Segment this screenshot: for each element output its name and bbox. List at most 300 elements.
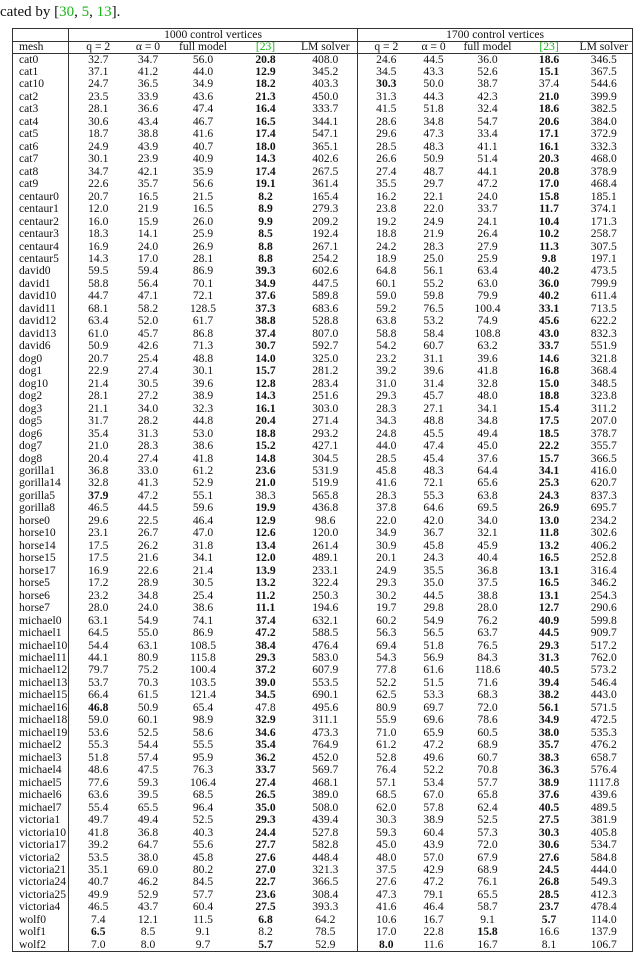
value-cell: 54.2 xyxy=(376,340,397,353)
value-cell: 553.5 xyxy=(294,677,358,689)
mesh-name-cell: horse17 xyxy=(13,565,69,577)
value-cell: 29.3 xyxy=(255,652,276,664)
value-cell: 18.8 xyxy=(376,228,397,241)
value-cell: 36.6 xyxy=(137,103,159,116)
value-cell: 308.4 xyxy=(294,889,358,901)
value-cell: 8.5 xyxy=(258,228,273,241)
mesh-name-cell: michael11 xyxy=(13,652,69,664)
value-cell: 34.5 xyxy=(255,689,276,702)
value-cell: 17.5 xyxy=(88,552,109,565)
value-cell: 31.3 xyxy=(376,90,397,103)
value-cell: 38.8 xyxy=(137,128,159,141)
value-cell: 108.8 xyxy=(474,327,501,340)
value-cell: 20.4 xyxy=(88,452,109,465)
value-cell: 374.1 xyxy=(590,203,617,216)
value-cell: 8.8 xyxy=(258,253,273,265)
value-cell: 439.4 xyxy=(294,814,358,826)
value-cell: 34.9 xyxy=(376,527,397,540)
value-cell: 63.7 xyxy=(477,627,498,640)
value-cell: 62.4 xyxy=(477,801,498,814)
value-cell: 56.9 xyxy=(423,652,444,664)
value-cell: 321.8 xyxy=(590,352,617,365)
value-cell: 531.9 xyxy=(294,465,358,477)
value-cell: 14.8 xyxy=(255,452,276,465)
value-cell: 64.8 xyxy=(376,265,397,278)
value-cell: 76.5 xyxy=(477,639,498,652)
value-cell: 18.8 xyxy=(538,390,560,403)
value-cell: 44.7 xyxy=(88,290,109,303)
value-cell: 35.7 xyxy=(137,178,159,191)
table-row xyxy=(13,340,633,352)
value-cell: 86.8 xyxy=(192,327,214,340)
value-cell: 37.4 xyxy=(255,614,276,627)
value-cell: 28.1 xyxy=(88,103,109,116)
value-cell: 60.7 xyxy=(477,751,498,764)
table-row xyxy=(13,502,633,514)
value-cell: 68.9 xyxy=(477,739,498,752)
value-cell: 37.5 xyxy=(376,863,397,876)
value-cell: 8.2 xyxy=(258,190,273,203)
mesh-name-cell: michael10 xyxy=(13,640,69,652)
value-cell: 29.6 xyxy=(88,514,109,527)
value-cell: 76.4 xyxy=(376,764,397,777)
value-cell: 46.2 xyxy=(137,876,159,889)
table-row xyxy=(13,278,633,290)
value-cell: 34.7 xyxy=(137,53,159,66)
value-cell: 16.9 xyxy=(88,564,109,577)
mesh-name-cell: michael3 xyxy=(13,752,69,764)
value-cell: 22.7 xyxy=(255,876,276,889)
mesh-name-cell: michael2 xyxy=(13,739,69,751)
value-cell: 290.6 xyxy=(590,602,617,615)
citation-link[interactable]: 30 xyxy=(59,4,75,20)
value-cell: 40.4 xyxy=(477,552,498,565)
value-cell: 55.4 xyxy=(88,801,109,814)
value-cell: 37.1 xyxy=(88,65,109,78)
value-cell: 799.9 xyxy=(590,277,617,290)
value-cell: 54.7 xyxy=(477,115,498,128)
value-cell: 30.1 xyxy=(88,153,109,166)
value-cell: 30.2 xyxy=(376,589,397,602)
value-cell: 57.1 xyxy=(376,776,397,789)
value-cell: 9.7 xyxy=(195,938,211,951)
value-cell: 46.4 xyxy=(192,514,214,527)
value-cell: 32.8 xyxy=(88,477,109,490)
value-cell: 55.2 xyxy=(423,277,444,290)
value-cell: 9.9 xyxy=(258,215,273,228)
value-cell: 68.5 xyxy=(192,789,214,802)
value-cell: 63.6 xyxy=(88,789,109,802)
table-row xyxy=(13,390,633,402)
value-cell: 47.3 xyxy=(423,128,444,141)
value-cell: 35.1 xyxy=(88,863,109,876)
value-cell: 40.3 xyxy=(192,826,214,839)
column-header-alpha0: α = 0 xyxy=(128,42,169,54)
value-cell: 50.9 xyxy=(137,701,159,714)
mesh-name-cell: michael19 xyxy=(13,727,69,739)
value-cell: 34.1 xyxy=(538,464,560,477)
table-row xyxy=(13,78,633,90)
value-cell: 478.4 xyxy=(590,901,617,914)
value-cell: 13.2 xyxy=(255,577,276,590)
table-row xyxy=(13,926,633,938)
value-cell: 106.7 xyxy=(590,938,617,951)
value-cell: 15.8 xyxy=(477,926,498,939)
value-cell: 16.5 xyxy=(255,115,276,128)
value-cell: 20.3 xyxy=(538,153,560,166)
value-cell: 48.3 xyxy=(423,464,444,477)
value-cell: 14.3 xyxy=(255,390,276,403)
value-cell: 27.1 xyxy=(423,402,444,415)
value-cell: 28.5 xyxy=(538,888,560,901)
table-row xyxy=(13,365,633,377)
mesh-name-cell: david1 xyxy=(13,278,69,290)
value-cell: 24.2 xyxy=(376,240,397,253)
value-cell: 34.9 xyxy=(192,78,214,91)
value-cell: 589.8 xyxy=(294,290,358,302)
value-cell: 16.1 xyxy=(255,402,276,415)
value-cell: 76.3 xyxy=(192,764,214,777)
value-cell: 622.2 xyxy=(590,315,617,328)
table-row xyxy=(13,191,633,203)
value-cell: 713.5 xyxy=(590,302,617,315)
value-cell: 55.1 xyxy=(192,489,214,502)
value-cell: 38.9 xyxy=(192,390,214,403)
value-cell: 69.4 xyxy=(376,639,397,652)
value-cell: 75.2 xyxy=(137,664,159,677)
value-cell: 254.3 xyxy=(590,589,617,602)
value-cell: 47.1 xyxy=(137,290,159,303)
value-cell: 56.4 xyxy=(137,277,159,290)
value-cell: 17.0 xyxy=(538,178,560,191)
value-cell: 9.1 xyxy=(195,926,211,939)
value-cell: 26.7 xyxy=(137,527,159,540)
value-cell: 33.7 xyxy=(255,764,276,777)
value-cell: 24.0 xyxy=(137,602,159,615)
value-cell: 49.4 xyxy=(477,427,498,440)
value-cell: 194.6 xyxy=(294,602,358,614)
value-cell: 52.2 xyxy=(423,764,444,777)
column-header-q2: q = 2 xyxy=(69,42,128,54)
value-cell: 37.3 xyxy=(255,302,276,315)
value-cell: 28.3 xyxy=(376,489,397,502)
value-cell: 10.4 xyxy=(538,215,560,228)
value-cell: 68.1 xyxy=(88,302,109,315)
value-cell: 250.3 xyxy=(294,590,358,602)
value-cell: 35.5 xyxy=(376,178,397,191)
value-cell: 18.2 xyxy=(255,78,276,91)
value-cell: 32.8 xyxy=(477,377,498,390)
value-cell: 41.8 xyxy=(88,826,109,839)
value-cell: 28.1 xyxy=(192,253,214,265)
column-header-ref23[interactable]: [23] xyxy=(523,42,576,54)
value-cell: 27.5 xyxy=(255,901,276,914)
table-row xyxy=(13,889,633,901)
value-cell: 55.3 xyxy=(423,489,444,502)
value-cell: 57.4 xyxy=(137,751,159,764)
value-cell: 544.6 xyxy=(590,78,617,91)
value-cell: 28.2 xyxy=(137,415,159,428)
value-cell: 355.7 xyxy=(590,440,617,453)
value-cell: 22.6 xyxy=(137,564,159,577)
value-cell: 22.0 xyxy=(423,203,444,216)
value-cell: 59.5 xyxy=(88,265,109,278)
value-cell: 436.8 xyxy=(294,502,358,514)
value-cell: 16.2 xyxy=(376,190,397,203)
table-row xyxy=(13,128,633,140)
value-cell: 611.4 xyxy=(590,290,617,303)
table-row xyxy=(13,91,633,103)
value-cell: 16.7 xyxy=(423,913,444,926)
value-cell: 11.7 xyxy=(539,203,559,216)
value-cell: 60.2 xyxy=(376,614,397,627)
value-cell: 41.6 xyxy=(376,901,397,914)
value-cell: 909.7 xyxy=(590,627,617,640)
value-cell: 65.5 xyxy=(137,801,159,814)
value-cell: 588.5 xyxy=(294,627,358,639)
value-cell: 52.0 xyxy=(137,315,159,328)
value-cell: 41.2 xyxy=(137,65,159,78)
value-cell: 22.1 xyxy=(423,190,444,203)
value-cell: 52.5 xyxy=(137,726,159,739)
value-cell: 21.3 xyxy=(255,90,276,103)
table-row xyxy=(13,627,633,639)
table-row xyxy=(13,203,633,215)
value-cell: 44.1 xyxy=(477,165,498,178)
value-cell: 65.5 xyxy=(477,888,498,901)
value-cell: 33.1 xyxy=(538,302,560,315)
table-row xyxy=(13,490,633,502)
value-cell: 24.6 xyxy=(376,53,397,66)
value-cell: 59.8 xyxy=(423,290,444,303)
value-cell: 86.9 xyxy=(192,265,214,278)
mesh-name-cell: gorilla1 xyxy=(13,465,69,477)
value-cell: 58.6 xyxy=(192,726,214,739)
value-cell: 252.8 xyxy=(590,552,617,565)
value-cell: 70.8 xyxy=(477,764,498,777)
value-cell: 25.9 xyxy=(477,253,498,265)
value-cell: 293.2 xyxy=(294,428,358,440)
value-cell: 76.1 xyxy=(477,876,498,889)
value-cell: 30.3 xyxy=(376,78,397,91)
table-row xyxy=(13,864,633,876)
value-cell: 50.0 xyxy=(423,78,444,91)
value-cell: 582.8 xyxy=(294,839,358,851)
value-cell: 19.2 xyxy=(376,215,397,228)
value-cell: 34.5 xyxy=(376,65,397,78)
value-cell: 15.8 xyxy=(538,190,560,203)
mesh-name-cell: cat9 xyxy=(13,178,69,190)
table-row xyxy=(13,914,633,926)
value-cell: 46.7 xyxy=(192,115,214,128)
value-cell: 18.9 xyxy=(376,253,397,265)
mesh-name-cell: michael5 xyxy=(13,777,69,789)
value-cell: 33.7 xyxy=(477,203,498,216)
value-cell: 368.4 xyxy=(590,365,617,378)
value-cell: 43.7 xyxy=(137,901,159,914)
value-cell: 1117.8 xyxy=(588,776,620,789)
mesh-name-cell: dog1 xyxy=(13,365,69,377)
value-cell: 28.9 xyxy=(137,577,159,590)
value-cell: 24.1 xyxy=(477,215,498,228)
value-cell: 16.1 xyxy=(538,140,560,153)
value-cell: 52.5 xyxy=(192,814,214,827)
value-cell: 21.5 xyxy=(192,190,214,203)
value-cell: 11.1 xyxy=(255,602,276,615)
value-cell: 26.9 xyxy=(192,240,214,253)
value-cell: 62.0 xyxy=(376,801,397,814)
value-cell: 100.4 xyxy=(189,664,217,677)
value-cell: 64.6 xyxy=(423,502,444,515)
mesh-name-cell: cat8 xyxy=(13,166,69,178)
mesh-name-cell: cat5 xyxy=(13,128,69,140)
value-cell: 28.0 xyxy=(477,602,498,615)
mesh-name-cell: victoria4 xyxy=(13,901,69,913)
value-cell: 63.8 xyxy=(376,315,397,328)
value-cell: 41.6 xyxy=(376,477,397,490)
value-cell: 34.3 xyxy=(376,415,397,428)
value-cell: 517.2 xyxy=(590,639,617,652)
value-cell: 41.1 xyxy=(477,140,498,153)
value-cell: 59.0 xyxy=(88,714,109,727)
table-row xyxy=(13,103,633,115)
value-cell: 39.0 xyxy=(255,676,276,689)
value-cell: 28.3 xyxy=(137,440,159,453)
value-cell: 50.9 xyxy=(88,340,109,353)
value-cell: 53.3 xyxy=(423,689,444,702)
value-cell: 59.3 xyxy=(137,776,159,789)
value-cell: 22.8 xyxy=(423,926,444,939)
mesh-name-cell: cat0 xyxy=(13,53,69,66)
value-cell: 44.0 xyxy=(376,440,397,453)
value-cell: 26.5 xyxy=(255,789,276,802)
value-cell: 45.9 xyxy=(477,539,498,552)
value-cell: 44.0 xyxy=(192,65,214,78)
mesh-name-cell: centaur0 xyxy=(13,191,69,203)
mesh-name-cell: dog3 xyxy=(13,403,69,415)
value-cell: 54.4 xyxy=(88,639,109,652)
value-cell: 41.8 xyxy=(477,365,498,378)
value-cell: 20.7 xyxy=(88,352,109,365)
value-cell: 367.5 xyxy=(590,65,617,78)
value-cell: 15.4 xyxy=(538,402,560,415)
value-cell: 35.9 xyxy=(192,165,214,178)
mesh-name-cell: horse7 xyxy=(13,602,69,614)
value-cell: 35.0 xyxy=(255,801,276,814)
value-cell: 98.6 xyxy=(294,515,358,527)
value-cell: 23.2 xyxy=(88,589,109,602)
value-cell: 234.2 xyxy=(590,514,617,527)
value-cell: 56.6 xyxy=(192,178,214,191)
mesh-name-cell: horse14 xyxy=(13,540,69,552)
value-cell: 71.0 xyxy=(376,726,397,739)
value-cell: 20.7 xyxy=(88,190,109,203)
table-row xyxy=(13,552,633,564)
value-cell: 28.3 xyxy=(423,240,444,253)
mesh-name-cell: michael4 xyxy=(13,764,69,776)
value-cell: 78.5 xyxy=(294,926,358,938)
value-cell: 473.5 xyxy=(590,265,617,278)
value-cell: 535.3 xyxy=(590,726,617,739)
value-cell: 599.8 xyxy=(590,614,617,627)
table-row xyxy=(13,714,633,726)
value-cell: 35.4 xyxy=(88,427,109,440)
value-cell: 71.6 xyxy=(477,676,498,689)
value-cell: 22.9 xyxy=(88,365,109,378)
value-cell: 65.6 xyxy=(477,477,498,490)
value-cell: 17.5 xyxy=(538,415,560,428)
value-cell: 72.1 xyxy=(192,290,214,303)
table-row xyxy=(13,764,633,776)
value-cell: 762.0 xyxy=(590,652,617,664)
mesh-name-cell: gorilla8 xyxy=(13,502,69,514)
value-cell: 21.1 xyxy=(88,402,109,415)
value-cell: 45.7 xyxy=(137,327,159,340)
group-header-1000: 1000 control vertices xyxy=(69,29,358,42)
value-cell: 32.9 xyxy=(255,714,276,727)
table-row xyxy=(13,777,633,789)
value-cell: 48.0 xyxy=(376,851,397,864)
value-cell: 60.5 xyxy=(477,726,498,739)
mesh-name-cell: victoria21 xyxy=(13,864,69,876)
value-cell: 165.4 xyxy=(294,191,358,203)
citation-link[interactable]: 5 xyxy=(81,4,90,20)
value-cell: 36.7 xyxy=(423,527,444,540)
value-cell: 29.3 xyxy=(376,390,397,403)
value-cell: 56.3 xyxy=(376,627,397,640)
value-cell: 10.6 xyxy=(376,913,397,926)
value-cell: 20.8 xyxy=(538,165,560,178)
table-row xyxy=(13,602,633,614)
value-cell: 372.9 xyxy=(590,128,617,141)
value-cell: 13.9 xyxy=(255,564,276,577)
value-cell: 47.2 xyxy=(477,178,498,191)
value-cell: 23.6 xyxy=(255,464,276,477)
mesh-name-cell: horse0 xyxy=(13,515,69,527)
value-cell: 35.7 xyxy=(538,739,560,752)
value-cell: 47.3 xyxy=(376,888,397,901)
mesh-name-cell: michael0 xyxy=(13,615,69,627)
value-cell: 18.6 xyxy=(538,103,560,116)
mesh-name-cell: cat3 xyxy=(13,103,69,115)
value-cell: 52.6 xyxy=(477,65,498,78)
value-cell: 28.1 xyxy=(88,390,109,403)
value-cell: 519.9 xyxy=(294,477,358,489)
value-cell: 27.4 xyxy=(376,165,397,178)
value-cell: 80.2 xyxy=(192,863,214,876)
value-cell: 23.2 xyxy=(376,352,397,365)
value-cell: 34.7 xyxy=(88,165,109,178)
value-cell: 21.0 xyxy=(88,440,109,453)
value-cell: 64.4 xyxy=(477,464,498,477)
value-cell: 64.5 xyxy=(88,627,109,640)
mesh-name-cell: cat1 xyxy=(13,66,69,78)
value-cell: 56.1 xyxy=(423,265,444,278)
mesh-name-cell: david11 xyxy=(13,303,69,315)
table-row xyxy=(13,116,633,128)
value-cell: 283.4 xyxy=(294,378,358,390)
value-cell: 34.8 xyxy=(477,415,498,428)
value-cell: 55.3 xyxy=(88,739,109,752)
table-row xyxy=(13,702,633,714)
value-cell: 22.5 xyxy=(137,514,159,527)
column-header-ref23[interactable]: [23] xyxy=(238,42,294,54)
citation-link[interactable]: 13 xyxy=(96,4,112,20)
value-cell: 45.8 xyxy=(423,539,444,552)
value-cell: 25.4 xyxy=(192,589,214,602)
value-cell: 16.6 xyxy=(538,926,560,939)
value-cell: 31.3 xyxy=(538,652,560,664)
